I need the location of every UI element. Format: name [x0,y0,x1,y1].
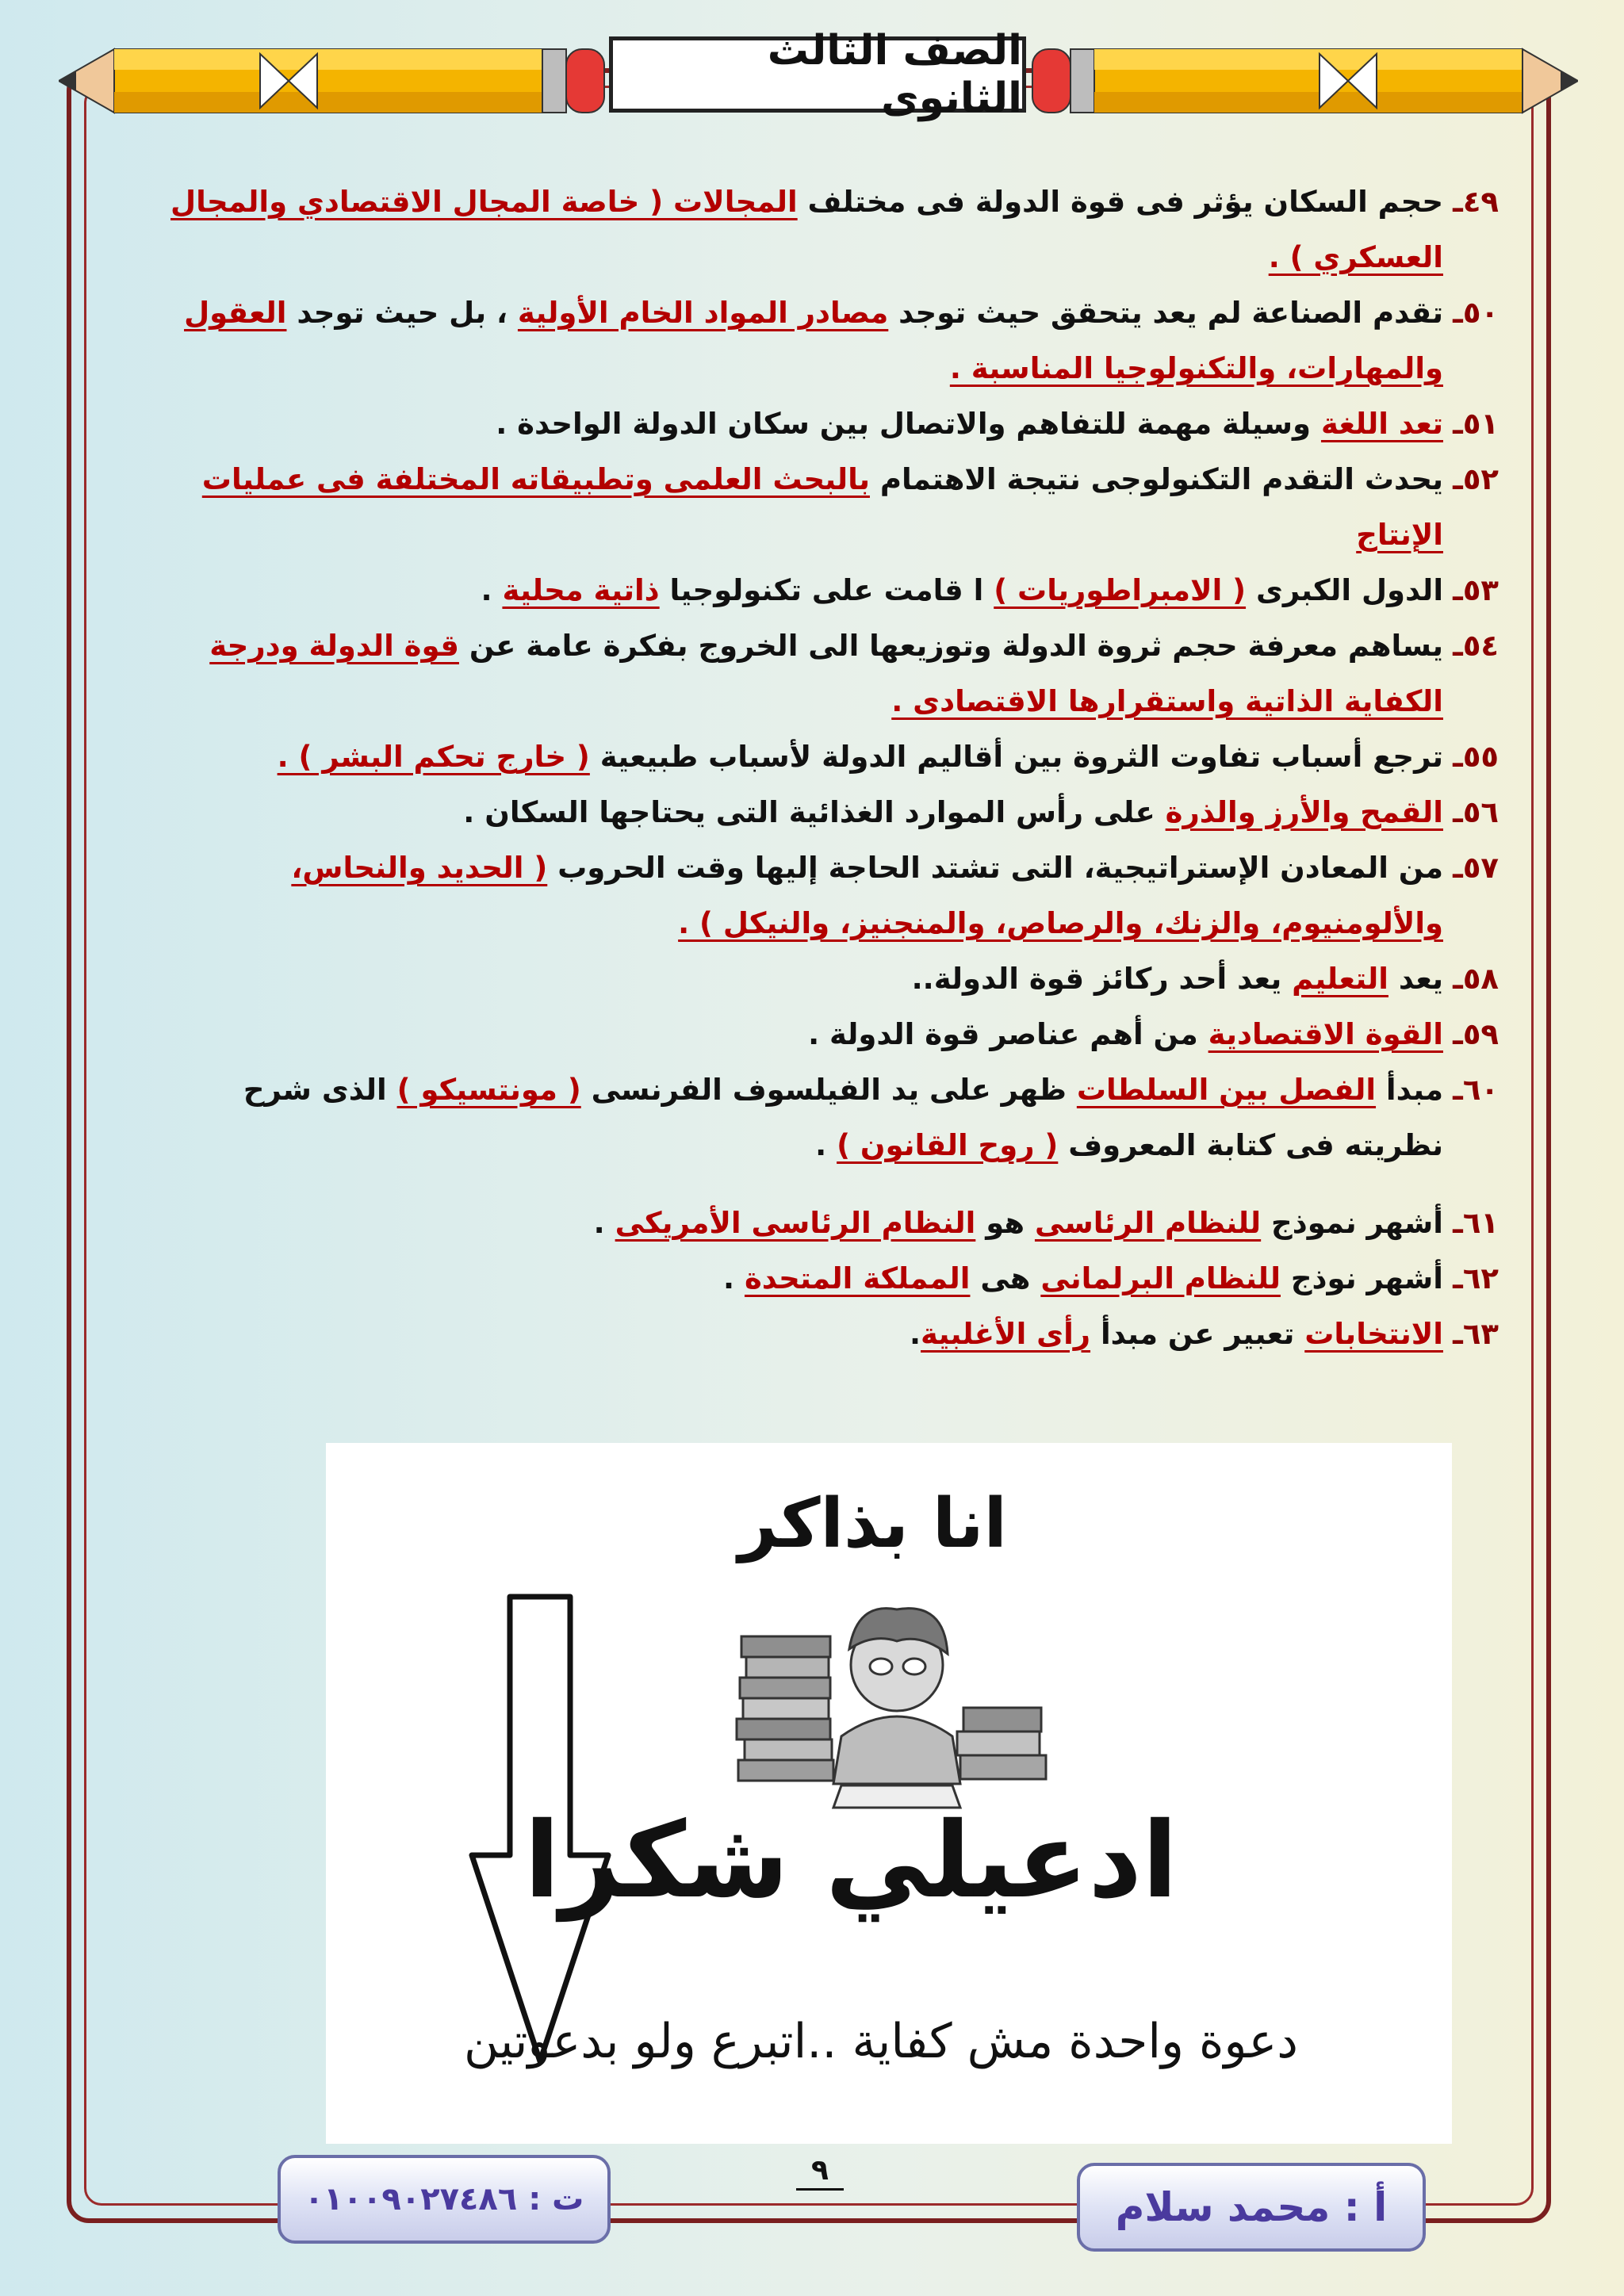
question-answer-highlight: رأى الأغلبية [921,1317,1091,1351]
question-item [136,951,1499,1007]
question-number: ٦٣ـ [1453,1317,1499,1351]
questions-list [136,174,1499,1362]
question-item [136,452,1499,563]
illustration [326,1443,1452,2144]
question-answer-highlight: النظام الرئاسى الأمريكى [615,1206,976,1240]
question-text: يساهم معرفة حجم ثروة الدولة وتوزيعها الى الخروج بفكرة عامة عن [458,629,1443,663]
question-text: أشهر نموذج [1261,1206,1443,1240]
question-answer-highlight: الفصل بين السلطات [1076,1073,1377,1107]
question-text: هو [975,1206,1035,1240]
question-text: يحدث التقدم التكنولوجى نتيجة الاهتمام [869,462,1443,496]
question-number: ٥٢ـ [1453,462,1499,496]
question-text: أشهر نوذج [1280,1261,1443,1295]
student-reading-icon [722,1578,1055,1816]
question-text: ترجع أسباب تفاوت الثروة بين أقاليم الدولة لأسباب طبيعية [589,740,1443,774]
question-answer-highlight: ( روح القانون ) [837,1128,1059,1162]
question-item [136,618,1499,729]
question-text: ا قامت على تكنولوجيا [659,573,994,607]
question-answer-highlight: تعد اللغة [1320,407,1443,441]
question-item [136,174,1499,285]
footer-phone-box [278,2155,611,2244]
question-number: ٥٧ـ [1453,851,1499,885]
question-text: . [815,1128,837,1162]
question-text: على رأس الموارد الغذائية التى يحتاجها السكان . [463,795,1166,829]
question-answer-highlight: الانتخابات [1304,1317,1443,1351]
question-item [136,1062,1499,1173]
illustration-bottom-text: دعوة واحدة مش كفاية ..اتبرع ولو بدعوتين [464,2014,1298,2069]
question-text: يعد أحد ركائز قوة الدولة.. [911,962,1293,996]
question-text: يعد [1388,962,1443,996]
question-number: ٥٥ـ [1453,740,1499,774]
question-number: ٥٨ـ [1453,962,1499,996]
question-number: ٦٢ـ [1453,1261,1499,1295]
question-answer-highlight: للنظام الرئاسى [1034,1206,1262,1240]
question-answer-highlight: مصادر المواد الخام الأولية [517,296,889,330]
question-answer-highlight: ( خارج تحكم البشر ) . [277,740,590,774]
question-answer-highlight: بالبحث العلمى وتطبيقاته المختلفة فى عمليات الإنتاج [201,462,1443,552]
question-number: ٦٠ـ [1453,1073,1499,1107]
question-answer-highlight: ( الحديد والنحاس، والألومنيوم، والزنك، والرصاص، والمنجنيز، والنيكل ) . [291,851,1443,940]
question-item [136,1007,1499,1062]
question-answer-highlight: القوة الاقتصادية [1208,1017,1443,1051]
question-text: ، بل حيث توجد [286,296,518,330]
illustration-top-text: انا بذاكر [738,1484,1007,1563]
question-text: تقدم الصناعة لم يعد يتحقق حيث توجد [888,296,1443,330]
question-number: ٦١ـ [1453,1206,1499,1240]
question-text: . [909,1317,921,1351]
question-item [136,1307,1499,1362]
question-item [136,785,1499,840]
question-text: . [723,1261,745,1295]
footer-author: أ : محمد سلام [1115,2184,1388,2230]
question-number: ٥٩ـ [1453,1017,1499,1051]
question-item [136,729,1499,785]
question-answer-highlight: المجالات ( خاصة المجال الاقتصادي والمجال العسكري ) . [170,185,1443,274]
question-answer-highlight: ( مونتسيكو ) [396,1073,581,1107]
illustration-main-text: ادعيلي شكرا [524,1800,1178,1922]
header-title-box [609,27,1026,122]
page-number: ٩ [796,2153,844,2191]
question-answer-highlight: ذاتية محلية [502,573,660,607]
question-item [136,396,1499,452]
footer-author-box [1077,2163,1426,2252]
question-text: هى [970,1261,1041,1295]
question-text: مبدأ [1376,1073,1443,1107]
question-number: ٥١ـ [1453,407,1499,441]
question-text: تعبير عن مبدأ [1090,1317,1305,1351]
question-answer-highlight: ( الامبراطوريات ) [994,573,1247,607]
question-number: ٥٤ـ [1453,629,1499,663]
question-text: حجم السكان يؤثر فى قوة الدولة فى مختلف [797,185,1443,219]
question-number: ٥٦ـ [1453,795,1499,829]
question-item [136,1196,1499,1251]
question-text: . [593,1206,615,1240]
question-text: من أهم عناصر قوة الدولة . [808,1017,1208,1051]
question-number: ٥٣ـ [1453,573,1499,607]
question-text: الدول الكبرى [1246,573,1443,607]
question-answer-highlight: قوة الدولة ودرجة الكفاية الذاتية واستقرارها الاقتصادى . [209,629,1443,718]
question-answer-highlight: المملكة المتحدة [744,1261,971,1295]
question-number: ٤٩ـ [1453,185,1499,219]
question-text: الذى شرح نظريته فى كتابة المعروف [243,1073,1443,1162]
question-number: ٥٠ـ [1453,296,1499,330]
question-item [136,840,1499,951]
question-text: من المعادن الإستراتيجية، التى تشتد الحاجة إليها وقت الحروب [547,851,1443,885]
pencil-left-icon [59,43,606,119]
question-answer-highlight: القمح والأرز والذرة [1165,795,1443,829]
question-text: ظهر على يد الفيلسوف الفرنسى [580,1073,1077,1107]
question-item [136,563,1499,618]
question-text: وسيلة مهمة للتفاهم والاتصال بين سكان الدولة الواحدة . [496,407,1321,441]
question-item [136,285,1499,396]
header-title: الصف الثالث الثانوى [767,27,1022,122]
question-answer-highlight: العقول والمهارات، والتكنولوجيا المناسبة . [184,296,1443,385]
question-answer-highlight: التعليم [1292,962,1388,996]
question-text: . [481,573,503,607]
pencil-right-icon [1031,43,1578,119]
question-item [136,1251,1499,1307]
footer-phone: ت : ٠١٠٠٩٠٢٧٤٨٦ [304,2181,584,2218]
question-answer-highlight: للنظام البرلمانى [1040,1261,1281,1295]
